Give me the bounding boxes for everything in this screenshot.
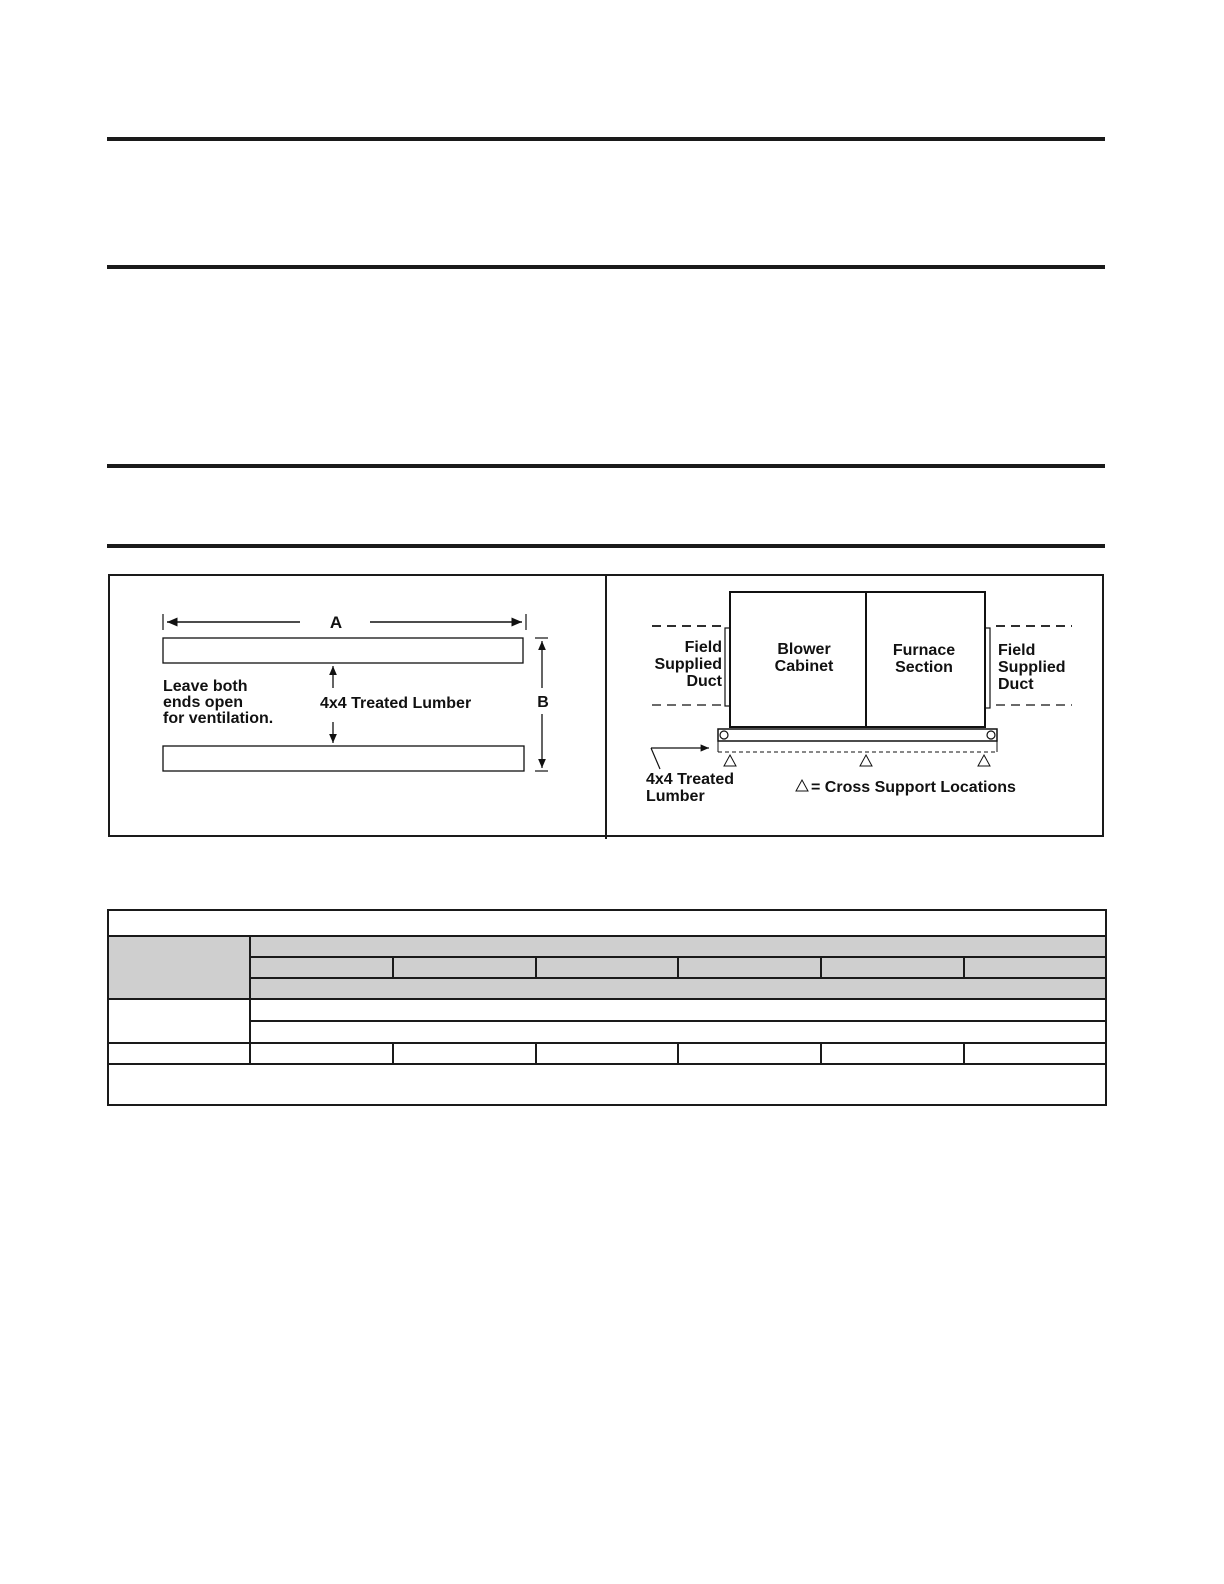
table-header-cell	[393, 957, 536, 978]
lumber-label: 4x4 Treated Lumber	[320, 695, 472, 712]
table-row-label	[108, 999, 250, 1043]
section-rule-1	[107, 137, 1105, 141]
table-cell	[821, 1043, 964, 1064]
cross-support-legend: = Cross Support Locations	[811, 779, 1016, 796]
table-cell	[678, 1043, 821, 1064]
table-note-row	[108, 1064, 1106, 1105]
table-cell	[250, 1021, 1106, 1043]
dim-b-label: B	[537, 694, 549, 711]
table-cell	[250, 999, 1106, 1021]
table-header-cell	[678, 957, 821, 978]
table-row	[108, 1043, 1106, 1064]
table-row-label	[108, 1043, 250, 1064]
base-lumber-line2: Lumber	[646, 788, 705, 805]
table-header-group	[250, 936, 1106, 957]
table-row	[108, 999, 1106, 1021]
furnace-label-line1: Furnace	[892, 642, 956, 659]
left-duct-line1: Field	[684, 639, 722, 656]
table-header-cell	[250, 957, 393, 978]
furnace-label-line2: Section	[895, 659, 953, 676]
right-duct-line2: Supplied	[998, 659, 1066, 676]
legend-marker	[796, 780, 808, 791]
dim-a-label: A	[329, 613, 343, 632]
left-duct-line2: Supplied	[654, 656, 722, 673]
table-header-cell	[821, 957, 964, 978]
section-rule-3	[107, 464, 1105, 468]
table-title-cell	[108, 910, 1106, 936]
table-title-row	[108, 910, 1106, 936]
cross-support-marker-2	[860, 755, 872, 766]
table-header-row	[108, 957, 1106, 978]
base-lumber-line1: 4x4 Treated	[646, 771, 735, 788]
right-panel	[646, 592, 1072, 805]
table-header-cell	[536, 957, 678, 978]
section-rule-2	[107, 265, 1105, 269]
cross-support-marker-3	[978, 755, 990, 766]
right-duct-line3: Duct	[998, 676, 1034, 693]
right-duct-line1: Field	[998, 642, 1036, 659]
table-cell	[250, 1043, 393, 1064]
blower-label-line1: Blower	[777, 641, 831, 658]
table-note-cell	[108, 1064, 1106, 1105]
blower-label-line2: Cabinet	[774, 658, 834, 675]
figure-drawing	[110, 576, 1106, 839]
ventilation-note-line2: ends open	[163, 694, 244, 711]
table-header-cell	[964, 957, 1106, 978]
cross-support-marker-1	[724, 755, 736, 766]
table-cell	[393, 1043, 536, 1064]
installation-figure	[108, 574, 1104, 837]
section-rule-4	[107, 544, 1105, 548]
table-header-row	[108, 978, 1106, 999]
spec-table	[107, 909, 1107, 1106]
table-row	[108, 1021, 1106, 1043]
table-header-subgroup	[250, 978, 1106, 999]
table-cell	[964, 1043, 1106, 1064]
table-header-row	[108, 936, 1106, 957]
ventilation-note-line1: Leave both	[163, 678, 248, 695]
table-header-stub	[108, 936, 250, 999]
left-duct-line3: Duct	[686, 673, 722, 690]
table-cell	[536, 1043, 678, 1064]
base-rail	[718, 729, 997, 741]
ventilation-note-line3: for ventilation.	[163, 710, 274, 727]
lumber-board-bottom	[163, 746, 524, 771]
lumber-board-top	[163, 638, 523, 663]
left-panel	[163, 613, 549, 771]
